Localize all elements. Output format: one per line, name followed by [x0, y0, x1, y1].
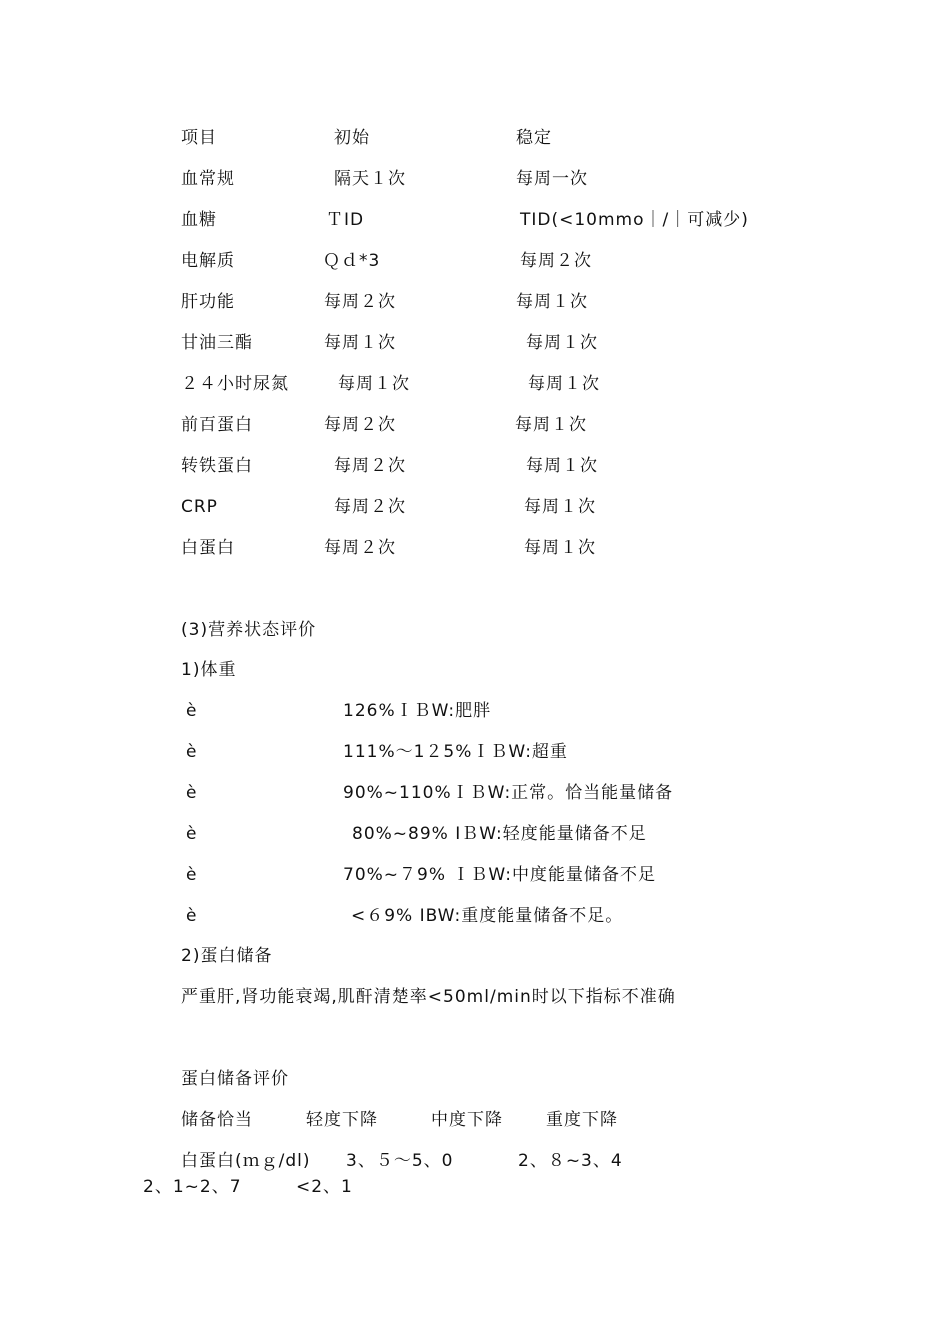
table-cell: 转铁蛋白 — [181, 456, 253, 476]
bullet: è — [186, 865, 198, 885]
table-cell: 每周一次 — [516, 169, 588, 189]
eval-header-mild: 轻度下降 — [306, 1110, 378, 1130]
table-cell: 甘油三酯 — [181, 333, 253, 353]
bullet: è — [186, 742, 198, 762]
table-cell: 每周１次 — [524, 497, 596, 517]
table-cell: 每周１次 — [526, 456, 598, 476]
protein-title: 2)蛋白储备 — [181, 946, 273, 966]
table-header-initial: 初始 — [334, 128, 370, 148]
table-cell: 每周１次 — [515, 415, 587, 435]
eval-header-severe: 重度下降 — [546, 1110, 618, 1130]
albumin-value-moderate: 2、1~2、7 — [143, 1177, 242, 1197]
section-title: (3)营养状态评价 — [181, 620, 317, 640]
bullet: è — [186, 824, 198, 844]
table-cell: 每周２次 — [334, 497, 406, 517]
eval-header-adequate: 储备恰当 — [181, 1110, 253, 1130]
table-cell: 每周２次 — [324, 538, 396, 558]
table-cell: 每周１次 — [526, 333, 598, 353]
bullet: è — [186, 783, 198, 803]
table-cell: 每周１次 — [516, 292, 588, 312]
table-cell: 每周２次 — [334, 456, 406, 476]
table-cell: 每周１次 — [524, 538, 596, 558]
albumin-value-adequate: 3、５～5、0 — [346, 1151, 454, 1171]
protein-eval-title: 蛋白储备评价 — [181, 1069, 289, 1089]
list-item: 70%~７9% ＩＢW:中度能量储备不足 — [343, 865, 656, 885]
table-cell: 血糖 — [181, 210, 217, 230]
list-item: 80%~89% IＢW:轻度能量储备不足 — [352, 824, 647, 844]
table-cell: 每周２次 — [324, 415, 396, 435]
bullet: è — [186, 906, 198, 926]
table-cell: Ｑｄ*3 — [323, 251, 381, 271]
table-cell: 每周２次 — [520, 251, 592, 271]
list-item: 111%～1２5%ＩＢW:超重 — [343, 742, 568, 762]
table-cell: 血常规 — [181, 169, 235, 189]
bullet: è — [186, 701, 198, 721]
table-cell: 每周１次 — [324, 333, 396, 353]
albumin-value-severe: <2、1 — [296, 1177, 353, 1197]
table-cell: 每周２次 — [324, 292, 396, 312]
albumin-label: 白蛋白(ｍｇ/dl) — [181, 1151, 311, 1171]
table-cell: 前百蛋白 — [181, 415, 253, 435]
weight-title: 1)体重 — [181, 660, 237, 680]
table-cell: TID(<10mmo｜/｜可减少) — [520, 210, 749, 230]
table-cell: ２４小时尿氮 — [181, 374, 289, 394]
table-header-item: 项目 — [181, 128, 217, 148]
protein-note: 严重肝,肾功能衰竭,肌酐清楚率<50ml/min时以下指标不准确 — [181, 987, 676, 1007]
list-item: 90%~110%ＩＢW:正常。恰当能量储备 — [343, 783, 674, 803]
eval-header-moderate: 中度下降 — [431, 1110, 503, 1130]
table-cell: 每周１次 — [338, 374, 410, 394]
table-cell: ＴID — [326, 210, 365, 230]
table-cell: 白蛋白 — [181, 538, 235, 558]
list-item: <６9% IBW:重度能量储备不足。 — [351, 906, 624, 926]
table-cell: 每周１次 — [528, 374, 600, 394]
table-cell: CRP — [181, 497, 218, 517]
list-item: 126%ＩＢW:肥胖 — [343, 701, 492, 721]
table-cell: 电解质 — [181, 251, 235, 271]
table-header-stable: 稳定 — [516, 128, 552, 148]
table-cell: 肝功能 — [181, 292, 235, 312]
table-cell: 隔天１次 — [334, 169, 406, 189]
albumin-value-mild: 2、８~3、4 — [518, 1151, 623, 1171]
